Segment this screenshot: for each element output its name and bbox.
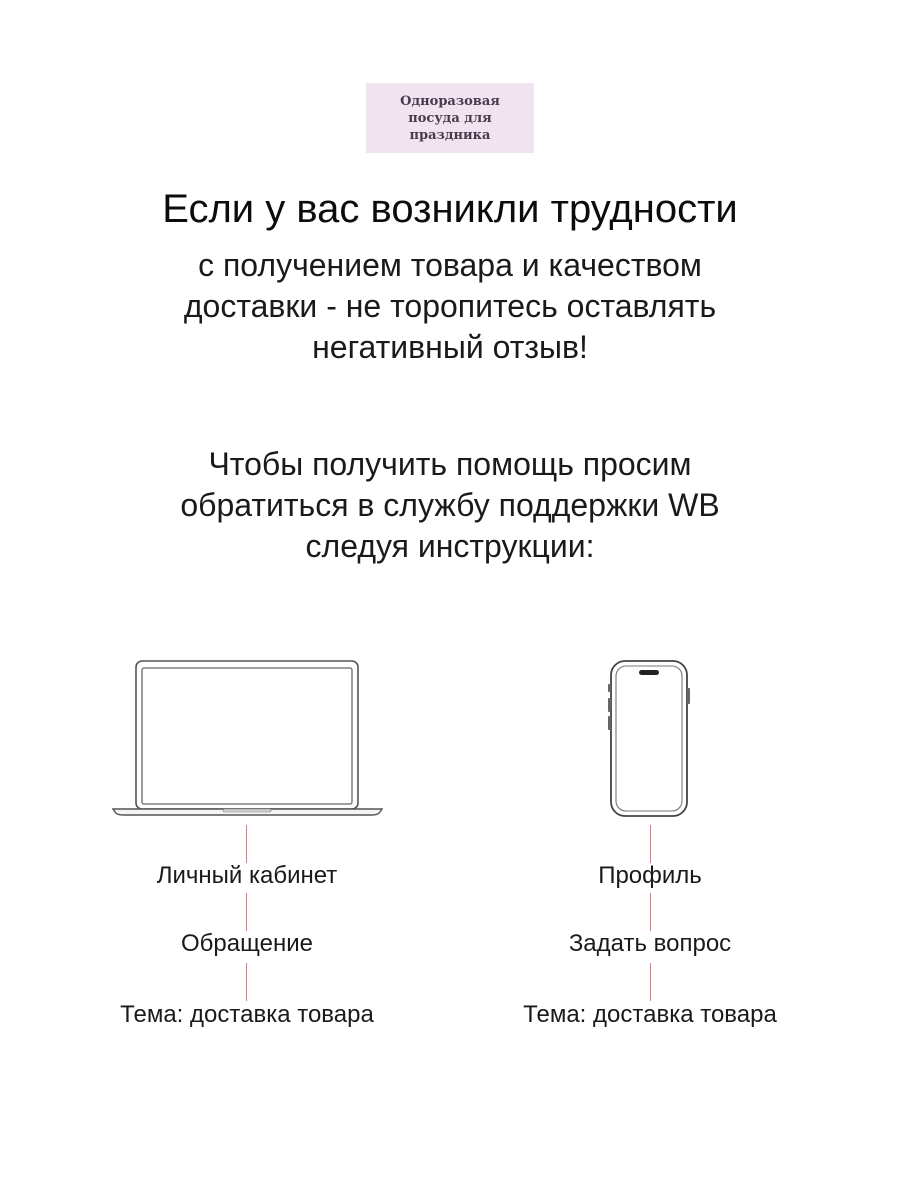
step-label: Личный кабинет [156, 862, 338, 889]
connector-line [246, 825, 247, 863]
intro-line: доставки - не торопитесь оставлять [183, 288, 717, 324]
instruction-line: Чтобы получить помощь просим [208, 446, 692, 482]
step-label: Обращение [181, 930, 313, 957]
instruction-line: следуя инструкции: [305, 528, 595, 564]
connector-line [650, 825, 651, 863]
smartphone-icon [607, 658, 693, 820]
connector-line [650, 963, 651, 1001]
intro-line: негативный отзыв! [312, 329, 588, 365]
step-label: Тема: доставка товара [120, 1001, 374, 1028]
step-label: Задать вопрос [568, 930, 732, 957]
brand-logo [366, 83, 534, 153]
brand-logo-text: Одноразовая посуда для праздника [400, 93, 500, 143]
step-label: Тема: доставка товара [523, 1001, 777, 1028]
connector-line [650, 893, 651, 931]
connector-line [246, 893, 247, 931]
instruction-line: обратиться в службу поддержки WB [180, 487, 720, 523]
instruction-paragraph [0, 444, 900, 567]
laptop-icon [110, 658, 385, 818]
connector-line [246, 963, 247, 1001]
intro-paragraph [0, 245, 900, 368]
step-label: Профиль [598, 862, 702, 889]
headline: Если у вас возникли трудности [162, 187, 738, 231]
intro-line: с получением товара и качеством [198, 247, 702, 283]
